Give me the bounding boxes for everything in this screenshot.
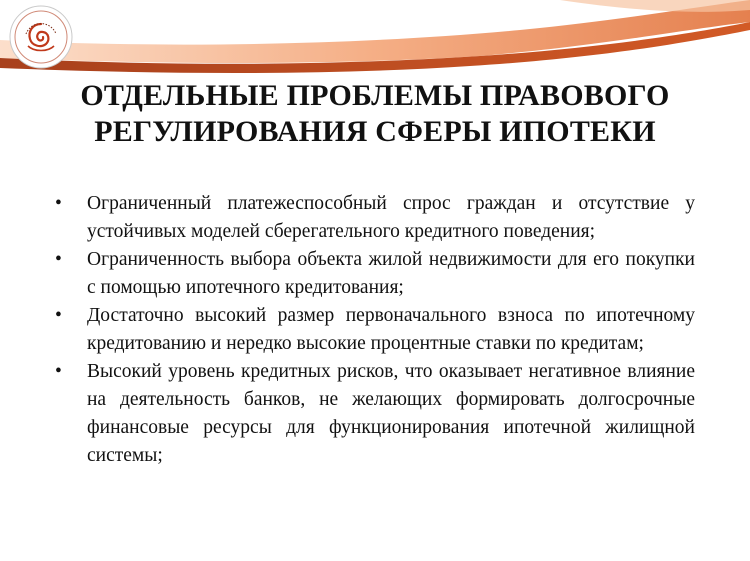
bullet-marker: • (55, 305, 62, 326)
bullet-text: Ограниченный платежеспособный спрос граждан и отсутствие у устойчивых моделей сберегательного кредитного поведения; (87, 193, 695, 242)
bullet-text: Ограниченность выбора объекта жилой недвижимости для его покупки с помощью ипотечного кредитования; (87, 249, 695, 298)
bullet-marker: • (55, 249, 62, 270)
bullet-text: Достаточно высокий размер первоначального взноса по ипотечному кредитованию и нередко высокие процентные ставки по кредитам; (87, 305, 695, 354)
bullet-marker: • (55, 193, 62, 214)
bullet-item (55, 246, 695, 302)
slide-title (40, 78, 710, 150)
bullet-marker: • (55, 361, 62, 382)
slide-title-line-1: ОТДЕЛЬНЫЕ ПРОБЛЕМЫ ПРАВОВОГО (80, 79, 670, 112)
bullet-item (55, 190, 695, 246)
university-seal-logo (8, 4, 74, 70)
bullet-item (55, 358, 695, 470)
bullet-item (55, 302, 695, 358)
bullet-text: Высокий уровень кредитных рисков, что оказывает негативное влияние на деятельность банков, не желающих формировать долгосрочные финансовые ресурсы для функционирования ипотечной жилищной системы; (87, 361, 695, 466)
bullet-list (55, 190, 695, 470)
slide-title-line-2: РЕГУЛИРОВАНИЯ СФЕРЫ ИПОТЕКИ (94, 115, 656, 148)
header-swoosh (0, 0, 750, 80)
